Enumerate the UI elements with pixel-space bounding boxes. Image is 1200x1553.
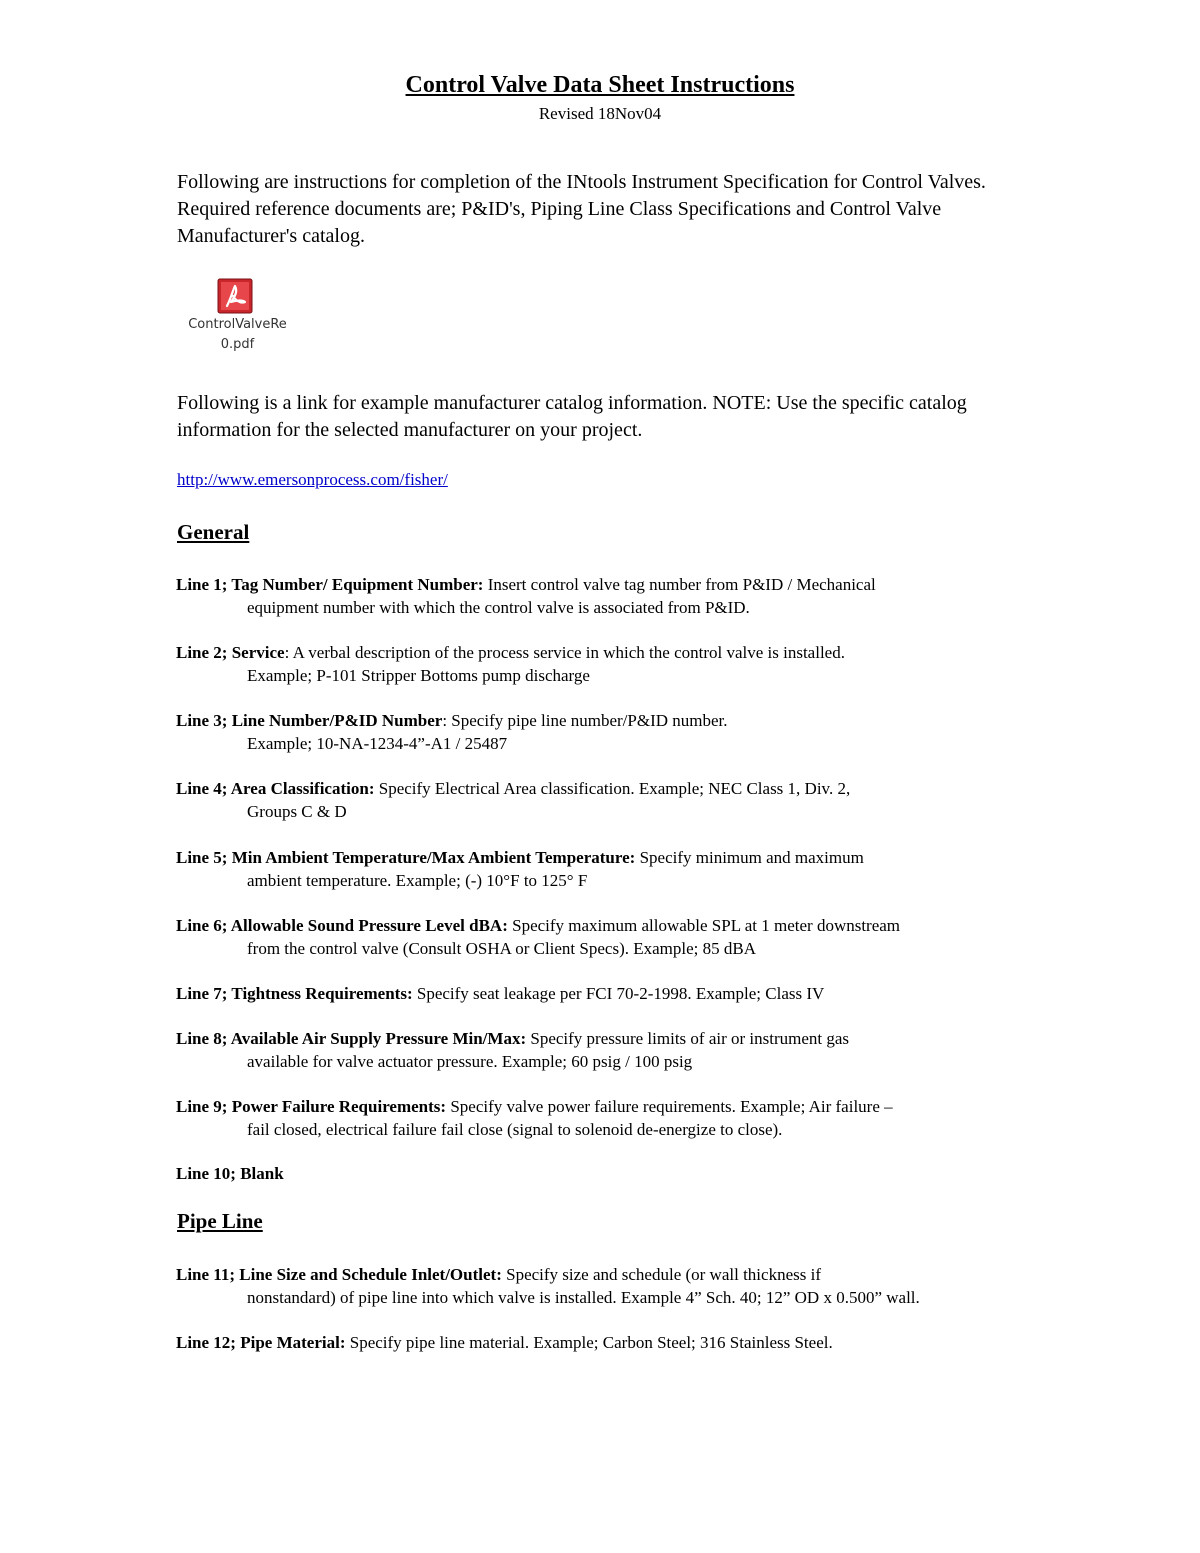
intro-paragraph: Following are instructions for completion of the INtools Instrument Specification for Control Valves. Required reference documents are; P&ID's, Piping Line Class Specifications and Control Valve Manufacturer's catalog.: [177, 171, 986, 247]
line-text: Specify Electrical Area classification. Example; NEC Class 1, Div. 2,: [374, 779, 851, 798]
line-label: Line 7; Tightness Requirements:: [176, 984, 413, 1003]
line-label: Line 9; Power Failure Requirements:: [176, 1097, 447, 1116]
line-text: : A verbal description of the process service in which the control valve is installed.: [284, 643, 845, 662]
link-note-paragraph: Following is a link for example manufacturer catalog information. NOTE: Use the specific catalog information for the selected manufacturer on your project.: [177, 392, 967, 441]
line-label: Line 1; Tag Number/ Equipment Number:: [176, 575, 484, 594]
line-label: Line 2; Service: [176, 643, 285, 662]
line-item-1: [176, 573, 1036, 619]
line-text-continued: available for valve actuator pressure. Example; 60 psig / 100 psig: [247, 1052, 693, 1071]
line-text: : Specify pipe line number/P&ID number.: [442, 711, 728, 730]
line-label: Line 8; Available Air Supply Pressure Min/Max:: [176, 1029, 527, 1048]
line-text-continued: from the control valve (Consult OSHA or Client Specs). Example; 85 dBA: [247, 939, 756, 958]
attachment-filename-line2: 0.pdf: [220, 337, 255, 352]
line-label: Line 12; Pipe Material:: [176, 1333, 346, 1352]
line-item-4: [176, 777, 1036, 823]
line-text-continued: nonstandard) of pipe line into which valve is installed. Example 4” Sch. 40; 12” OD x 0.500” wall.: [247, 1288, 920, 1307]
line-text: Specify pressure limits of air or instrument gas: [526, 1029, 850, 1048]
line-text-continued: Example; 10-NA-1234-4”-A1 / 25487: [247, 734, 508, 753]
line-text-continued: equipment number with which the control valve is associated from P&ID.: [247, 598, 750, 617]
catalog-link[interactable]: http://www.emersonprocess.com/fisher/: [177, 470, 448, 489]
section-heading-general: General: [177, 520, 250, 544]
line-text: Specify seat leakage per FCI 70-2-1998. Example; Class IV: [412, 984, 825, 1003]
line-label: Line 6; Allowable Sound Pressure Level dBA:: [176, 916, 508, 935]
line-text: Insert control valve tag number from P&ID / Mechanical: [483, 575, 876, 594]
line-label: Line 3; Line Number/P&ID Number: [176, 711, 443, 730]
line-text-continued: ambient temperature. Example; (-) 10°F to 125° F: [247, 871, 588, 890]
line-label: Line 11; Line Size and Schedule Inlet/Outlet:: [176, 1265, 502, 1284]
line-item-3: [176, 709, 1036, 755]
line-text: Specify minimum and maximum: [635, 848, 864, 867]
line-text-continued: Example; P-101 Stripper Bottoms pump discharge: [247, 666, 590, 685]
line-item-10: [176, 1162, 1036, 1185]
page-title: Control Valve Data Sheet Instructions: [405, 72, 795, 98]
line-text: Specify maximum allowable SPL at 1 meter downstream: [507, 916, 901, 935]
line-item-8: [176, 1027, 1036, 1073]
revision-date: Revised 18Nov04: [538, 104, 662, 123]
attachment-filename-line1: ControlValveRe: [188, 317, 287, 332]
line-text-continued: fail closed, electrical failure fail close (signal to solenoid de-energize to close).: [247, 1120, 783, 1139]
line-item-9: [176, 1095, 1036, 1141]
line-label: Line 4; Area Classification:: [176, 779, 375, 798]
line-text: Specify size and schedule (or wall thickness if: [501, 1265, 821, 1284]
line-item-6: [176, 914, 1036, 960]
line-text-continued: Groups C & D: [247, 802, 347, 821]
section-heading-pipe-line: Pipe Line: [177, 1209, 263, 1233]
line-text: Specify valve power failure requirements. Example; Air failure –: [446, 1097, 893, 1116]
line-text: Specify pipe line material. Example; Carbon Steel; 316 Stainless Steel.: [345, 1333, 833, 1352]
pdf-file-icon: [217, 278, 253, 314]
line-item-2: [176, 641, 1036, 687]
line-item-7: [176, 982, 1036, 1005]
attachment-filename: [175, 315, 300, 355]
line-item-5: [176, 846, 1036, 892]
line-label: Line 10; Blank: [176, 1164, 284, 1183]
line-item-11: [176, 1263, 1036, 1309]
line-label: Line 5; Min Ambient Temperature/Max Ambient Temperature:: [176, 848, 636, 867]
line-item-12: [176, 1331, 1036, 1354]
pdf-attachment[interactable]: [175, 278, 300, 358]
